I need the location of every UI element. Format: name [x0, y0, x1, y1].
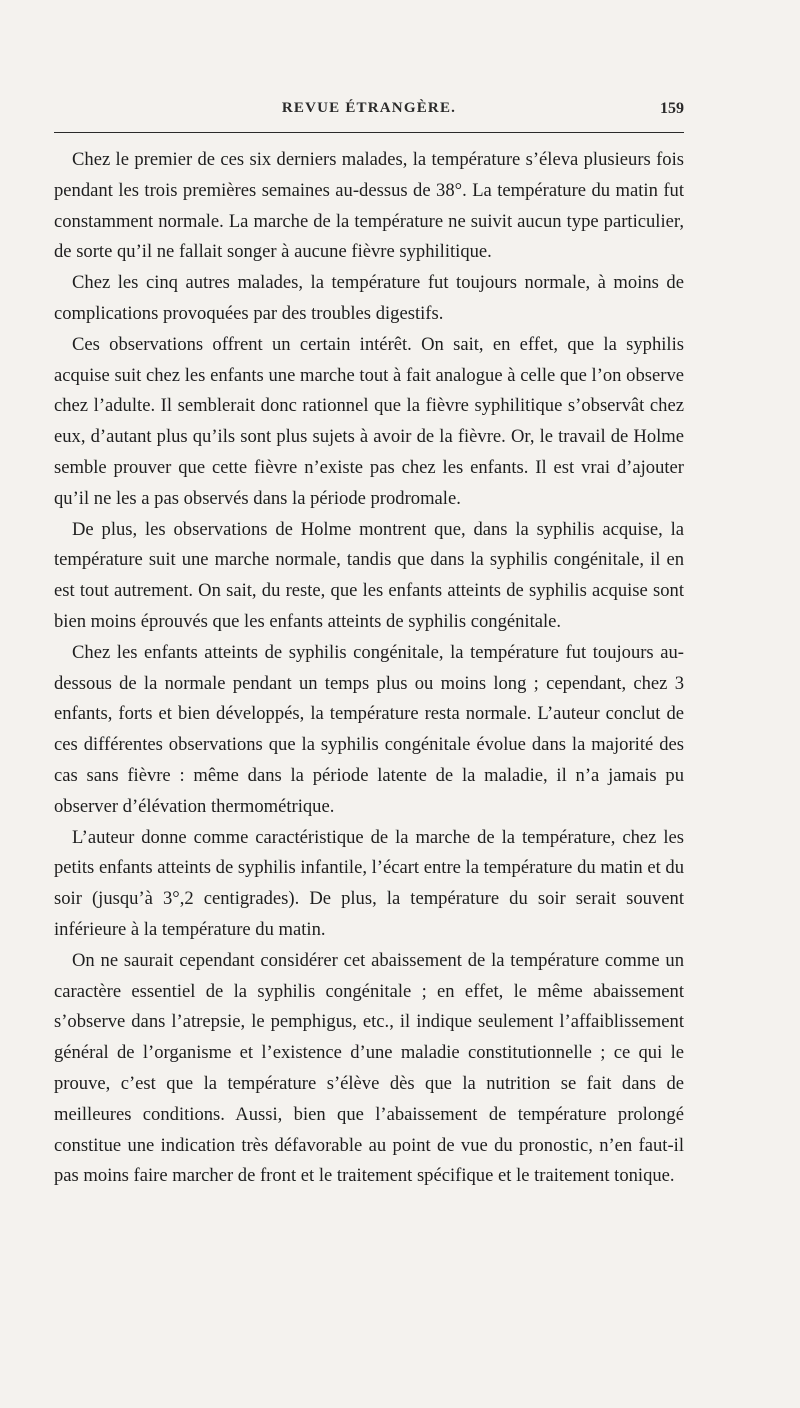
paragraph-1: Chez le premier de ces six derniers malades, la température s’éleva plusieurs fois pendant les trois premières semaines au-dessus de 38°. La température du matin fut constamment normale. La marche de la température ne suivit aucun type particulier, de sorte qu’il ne fallait songer à aucune fièvre syphilitique.	[54, 149, 684, 263]
paragraph-7: On ne saurait cependant considérer cet abaissement de la température comme un caractère essentiel de la syphilis congénitale ; en effet, le même abaissement s’observe dans l’atrepsie, le pemphigus, etc., il indique seulement l’affaiblissement général de l’organisme et l’existence d’une maladie constitutionnelle ; ce qui le prouve, c’est que la température s’élève dès que la nutrition se fait dans de meilleures conditions. Aussi, bien que l’abaissement de température prolongé constitue une indication très défavorable au point de vue du pronostic, n’en faut-il pas moins faire marcher de front et le traitement spécifique et le traitement tonique.	[54, 949, 684, 1187]
page-number: 159	[660, 100, 684, 117]
paragraph-5: Chez les enfants atteints de syphilis congénitale, la température fut toujours au-dessous de la normale pendant un temps plus ou moins long ; cependant, chez 3 enfants, forts et bien développés, la température resta normale. L’auteur conclut de ces différentes observations que la syphilis congénitale évolue dans la majorité des cas sans fièvre : même dans la période latente de la maladie, il n’a jamais pu observer d’élévation thermométrique.	[54, 641, 684, 817]
paragraph-3: Ces observations offrent un certain intérêt. On sait, en effet, que la syphilis acquise suit chez les enfants une marche tout à fait analogue à celle que l’on observe chez l’adulte. Il semblerait donc rationnel que la fièvre syphilitique s’observât chez eux, d’autant plus qu’ils sont plus sujets à avoir de la fièvre. Or, le travail de Holme semble prouver que cette fièvre n’existe pas chez les enfants. Il est vrai d’ajouter qu’il ne les a pas observés dans la période prodromale.	[54, 333, 684, 509]
header-rule	[54, 132, 684, 133]
paragraph-6: L’auteur donne comme caractéristique de la marche de la température, chez les petits enfants atteints de syphilis infantile, l’écart entre la température du matin et du soir (jusqu’à 3°,2 centigrades). De plus, la température du soir serait souvent inférieure à la température du matin.	[54, 826, 684, 940]
body-text	[54, 145, 684, 1192]
running-title: REVUE ÉTRANGÈRE.	[281, 100, 457, 116]
running-head	[54, 100, 684, 124]
paragraph-2: Chez les cinq autres malades, la température fut toujours normale, à moins de complications provoquées par des troubles digestifs.	[54, 272, 684, 324]
paragraph-4: De plus, les observations de Holme montrent que, dans la syphilis acquise, la température suit une marche normale, tandis que dans la syphilis congénitale, il en est tout autrement. On sait, du reste, que les enfants atteints de syphilis acquise sont bien moins éprouvés que les enfants atteints de syphilis congénitale.	[54, 518, 684, 632]
